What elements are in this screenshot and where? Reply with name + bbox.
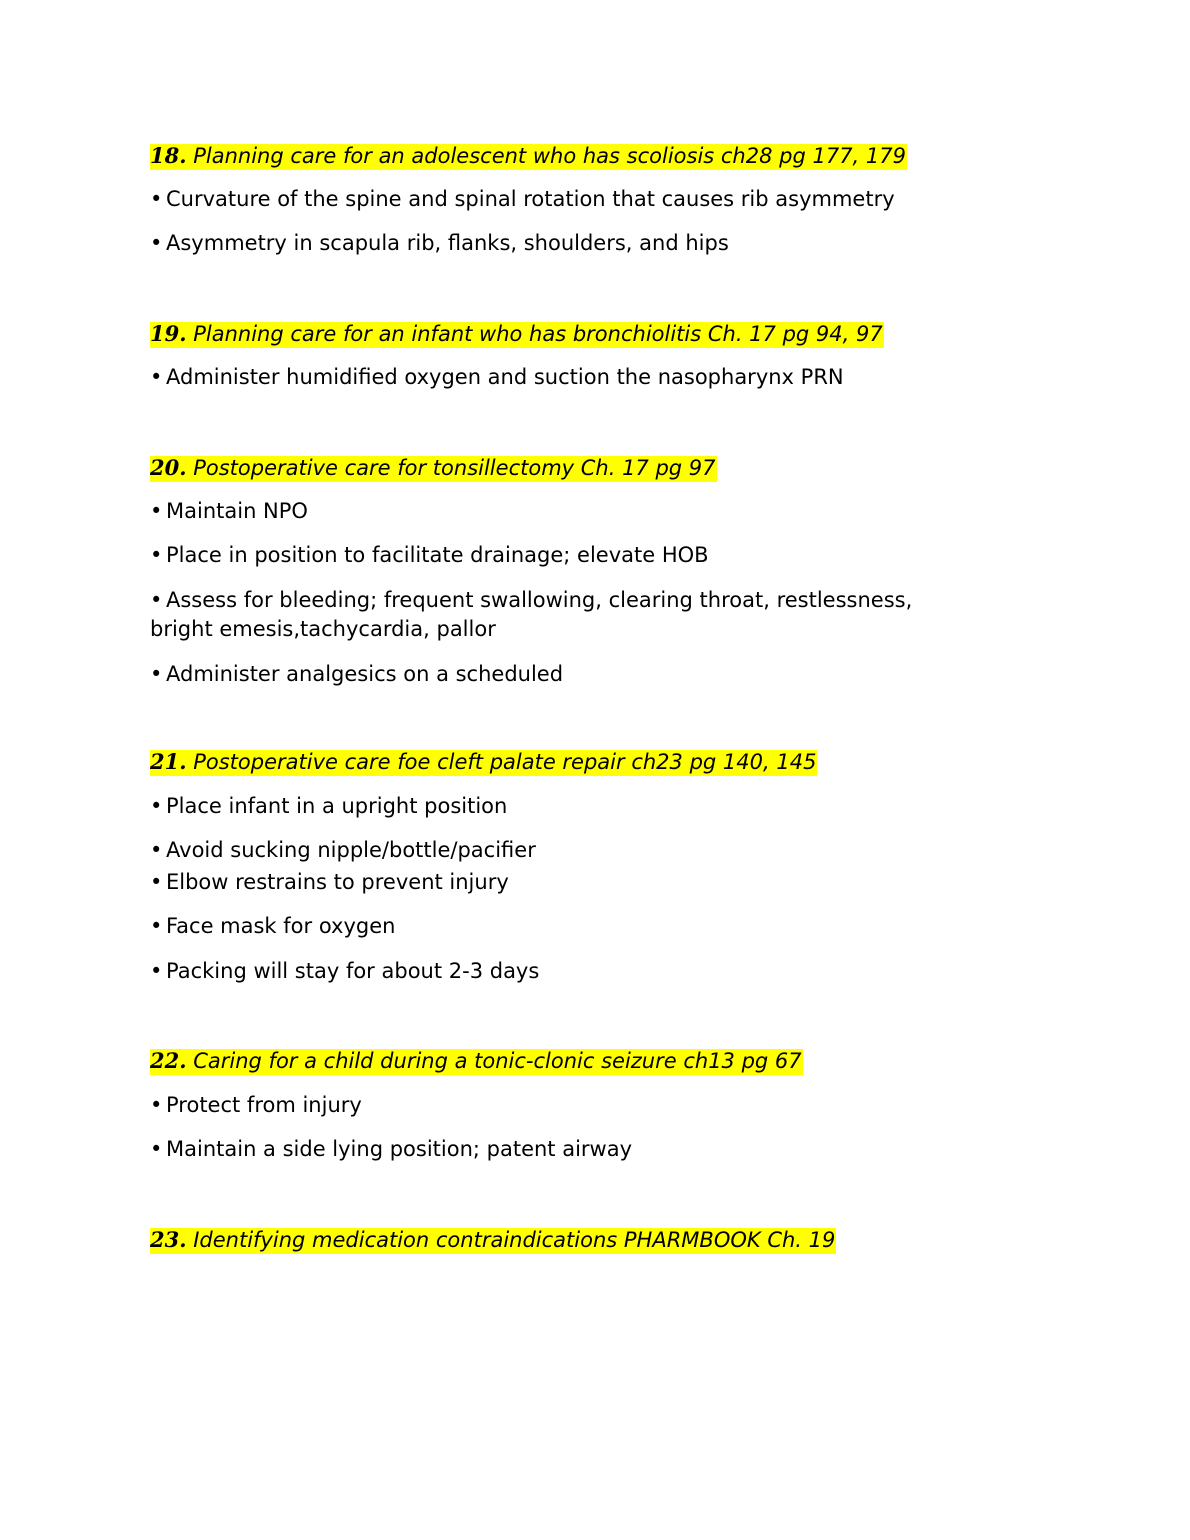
bullet-icon: •: [150, 959, 163, 983]
bullet-icon: •: [150, 838, 163, 862]
list-item: • Maintain NPO: [150, 497, 308, 526]
list-item: • Curvature of the spine and spinal rotation that causes rib asymmetry: [150, 185, 895, 214]
bullet-icon: •: [150, 543, 163, 567]
bullet-icon: •: [150, 231, 163, 255]
bullet-icon: •: [150, 870, 163, 894]
bullet-icon: •: [150, 794, 163, 818]
section-22-heading: 22. Caring for a child during a tonic-clonic seizure ch13 pg 67: [150, 1048, 802, 1073]
list-item: • Face mask for oxygen: [150, 912, 395, 941]
list-item: • Maintain a side lying position; patent airway: [150, 1135, 632, 1164]
list-item: • Avoid sucking nipple/bottle/pacifier: [150, 836, 536, 865]
list-item: • Place infant in a upright position: [150, 792, 507, 821]
bullet-icon: •: [150, 187, 163, 211]
bullet-icon: •: [150, 1093, 163, 1117]
section-18-heading: 18. Planning care for an adolescent who has scoliosis ch28 pg 177, 179: [150, 143, 906, 168]
list-item: • Assess for bleeding; frequent swallowing, clearing throat, restlessness,: [150, 586, 912, 615]
section-23-heading: 23. Identifying medication contraindications PHARMBOOK Ch. 19: [150, 1227, 836, 1252]
section-21-heading: 21. Postoperative care foe cleft palate repair ch23 pg 140, 145: [150, 749, 817, 774]
section-19-heading: 19. Planning care for an infant who has bronchiolitis Ch. 17 pg 94, 97: [150, 321, 883, 346]
list-item: • Place in position to facilitate drainage; elevate HOB: [150, 541, 709, 570]
bullet-icon: •: [150, 588, 163, 612]
list-item: • Administer analgesics on a scheduled: [150, 660, 563, 689]
list-item: • Administer humidified oxygen and suction the nasopharynx PRN: [150, 363, 844, 392]
list-item: • Protect from injury: [150, 1091, 362, 1120]
list-item-continuation: bright emesis,tachycardia, pallor: [150, 617, 496, 641]
bullet-icon: •: [150, 1137, 163, 1161]
bullet-icon: •: [150, 914, 163, 938]
list-item: • Elbow restrains to prevent injury: [150, 868, 509, 897]
list-item: • Asymmetry in scapula rib, flanks, shoulders, and hips: [150, 229, 729, 258]
bullet-icon: •: [150, 662, 163, 686]
section-20-heading: 20. Postoperative care for tonsillectomy Ch. 17 pg 97: [150, 455, 716, 480]
list-item: • Packing will stay for about 2-3 days: [150, 957, 539, 986]
bullet-icon: •: [150, 499, 163, 523]
bullet-icon: •: [150, 365, 163, 389]
